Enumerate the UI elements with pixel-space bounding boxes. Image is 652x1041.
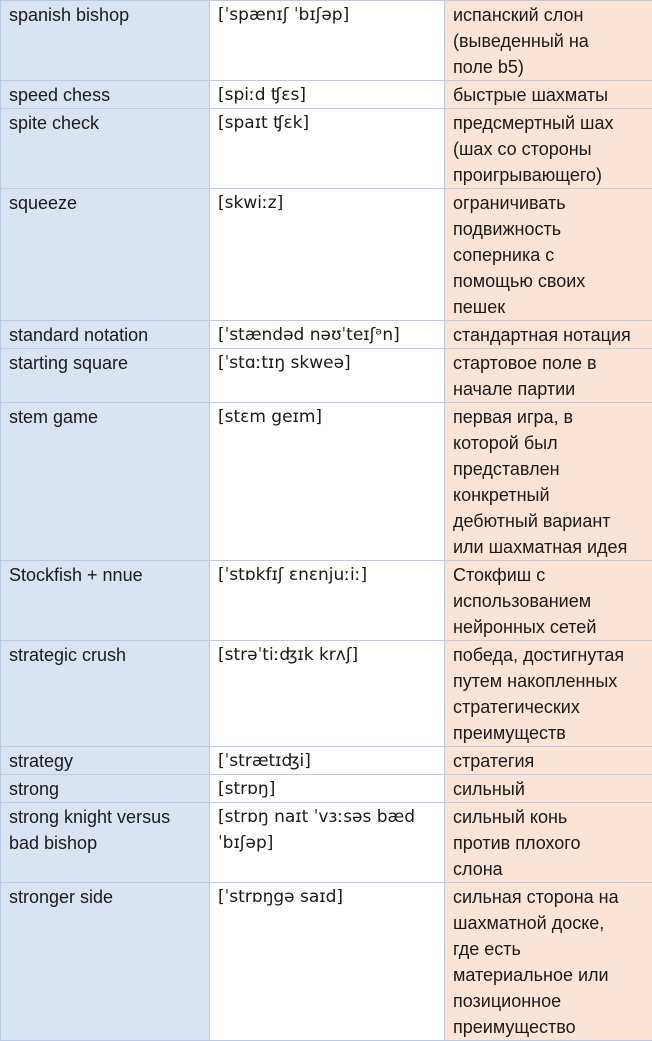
transcription-cell: [strɒŋ]: [210, 775, 445, 803]
translation-cell: стандартная нотация: [445, 321, 652, 349]
table-row: [1, 803, 652, 883]
term-cell: starting square: [1, 349, 210, 403]
table-row: [1, 403, 652, 561]
table-row: [1, 109, 652, 189]
term-cell: Stockfish + nnue: [1, 561, 210, 641]
translation-cell: сильный: [445, 775, 652, 803]
transcription-cell: [stɛm geɪm]: [210, 403, 445, 561]
table-row: [1, 81, 652, 109]
translation-cell: первая игра, в которой был представлен конкретный дебютный вариант или шахматная идея: [445, 403, 652, 561]
transcription-cell: [spiːd ʧɛs]: [210, 81, 445, 109]
table-row: [1, 349, 652, 403]
transcription-cell: [ˈstɒkfɪʃ ɛnɛnjuːiː]: [210, 561, 445, 641]
term-cell: speed chess: [1, 81, 210, 109]
translation-cell: ограничивать подвижность соперника с помощью своих пешек: [445, 189, 652, 321]
translation-cell: испанский слон (выведенный на поле b5): [445, 1, 652, 81]
translation-cell: сильная сторона на шахматной доске, где есть материальное или позиционное преимущество: [445, 883, 652, 1041]
table-row: [1, 561, 652, 641]
term-cell: squeeze: [1, 189, 210, 321]
transcription-cell: [strɒŋ naɪt ˈvɜːsəs bæd ˈbɪʃəp]: [210, 803, 445, 883]
term-cell: spite check: [1, 109, 210, 189]
table-row: [1, 641, 652, 747]
transcription-cell: [strəˈtiːʤɪk krʌʃ]: [210, 641, 445, 747]
translation-cell: победа, достигнутая путем накопленных стратегических преимуществ: [445, 641, 652, 747]
table-row: [1, 747, 652, 775]
transcription-cell: [ˈstrætɪʤi]: [210, 747, 445, 775]
table-row: [1, 775, 652, 803]
table-row: [1, 189, 652, 321]
translation-cell: стартовое поле в начале партии: [445, 349, 652, 403]
table-row: [1, 321, 652, 349]
transcription-cell: [ˈstændəd nəʊˈteɪʃᵊn]: [210, 321, 445, 349]
glossary-body: [1, 1, 652, 1041]
table-row: [1, 1, 652, 81]
translation-cell: стратегия: [445, 747, 652, 775]
transcription-cell: [ˈstɑːtɪŋ skweə]: [210, 349, 445, 403]
term-cell: spanish bishop: [1, 1, 210, 81]
translation-cell: Стокфиш с использованием нейронных сетей: [445, 561, 652, 641]
term-cell: strong knight versus bad bishop: [1, 803, 210, 883]
term-cell: stem game: [1, 403, 210, 561]
term-cell: strategy: [1, 747, 210, 775]
term-cell: stronger side: [1, 883, 210, 1041]
translation-cell: предсмертный шах (шах со стороны проигрывающего): [445, 109, 652, 189]
translation-cell: сильный конь против плохого слона: [445, 803, 652, 883]
translation-cell: быстрые шахматы: [445, 81, 652, 109]
transcription-cell: [ˈstrɒŋgə saɪd]: [210, 883, 445, 1041]
term-cell: strong: [1, 775, 210, 803]
transcription-cell: [ˈspænɪʃ ˈbɪʃəp]: [210, 1, 445, 81]
transcription-cell: [spaɪt ʧɛk]: [210, 109, 445, 189]
term-cell: standard notation: [1, 321, 210, 349]
transcription-cell: [skwiːz]: [210, 189, 445, 321]
term-cell: strategic crush: [1, 641, 210, 747]
table-row: [1, 883, 652, 1041]
